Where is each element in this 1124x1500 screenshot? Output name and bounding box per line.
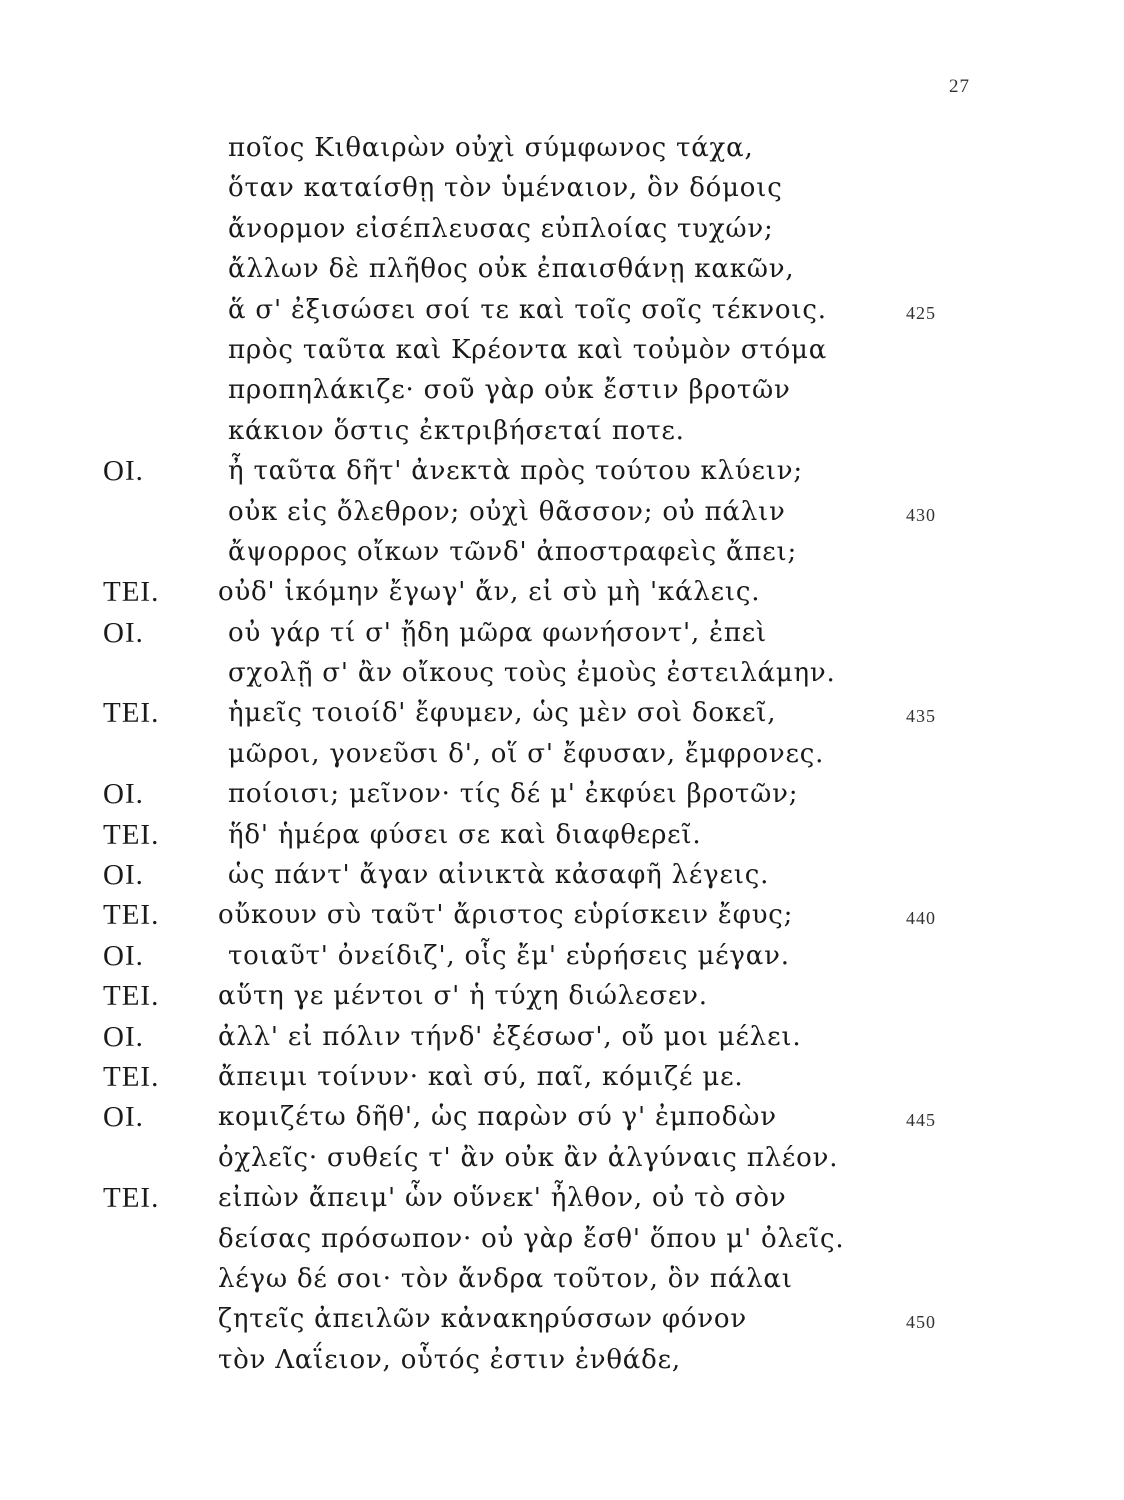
verse-line xyxy=(0,1259,1124,1299)
verse-line xyxy=(0,774,1124,814)
verse-line xyxy=(0,451,1124,491)
verse-line xyxy=(0,1219,1124,1259)
verse-line xyxy=(0,1057,1124,1097)
verse-text: πρὸς ταῦτα καὶ Κρέοντα καὶ τοὐμὸν στόμα xyxy=(228,334,828,365)
verse-text: οὐκ εἰς ὄλεθρον; οὐχὶ θᾶσσον; οὐ πάλιν xyxy=(228,496,786,527)
verse-line xyxy=(0,370,1124,410)
verse-text: ζητεῖς ἀπειλῶν κἀνακηρύσσων φόνον xyxy=(218,1304,747,1335)
verse-line xyxy=(0,249,1124,289)
speaker-label: ΟΙ. xyxy=(103,859,144,892)
verse-text: οὐδ' ἱκόμην ἔγωγ' ἄν, εἰ σὺ μὴ 'κάλεις. xyxy=(218,577,761,608)
verse-line xyxy=(0,209,1124,249)
verse-text: ποίοισι; μεῖνον· τίς δέ μ' ἐκφύει βροτῶν; xyxy=(228,779,799,810)
verse-line xyxy=(0,653,1124,693)
verse-text: ἀλλ' εἰ πόλιν τήνδ' ἐξέσωσ', οὔ μοι μέλει. xyxy=(218,1021,802,1052)
verse-text: οὔκουν σὺ ταῦτ' ἄριστος εὑρίσκειν ἔφυς; xyxy=(218,900,794,931)
verse-text: ἦ ταῦτα δῆτ' ἀνεκτὰ πρὸς τούτου κλύειν; xyxy=(228,456,803,487)
verse-line xyxy=(0,168,1124,208)
speaker-label: ΟΙ. xyxy=(103,1020,144,1053)
verse-text: ἄλλων δὲ πλῆθος οὐκ ἐπαισθάνῃ κακῶν, xyxy=(228,254,795,285)
speaker-label: ΟΙ. xyxy=(103,939,144,972)
verse-line xyxy=(0,976,1124,1016)
speaker-label: ΤΕΙ. xyxy=(103,818,160,851)
verse-text: προπηλάκιζε· σοῦ γὰρ οὐκ ἔστιν βροτῶν xyxy=(228,375,791,406)
verse-text: κομιζέτω δῆθ', ὡς παρὼν σύ γ' ἐμποδὼν xyxy=(218,1102,777,1133)
verse-line xyxy=(0,532,1124,572)
speaker-label: ΤΕΙ. xyxy=(103,1182,160,1215)
verse-text: εἰπὼν ἄπειμ' ὧν οὕνεκ' ἦλθον, οὐ τὸ σὸν xyxy=(218,1183,787,1214)
verse-line xyxy=(0,855,1124,895)
line-number: 445 xyxy=(906,1110,936,1131)
verse-text: ὅταν καταίσθῃ τὸν ὑμέναιον, ὃν δόμοις xyxy=(228,173,783,204)
line-number: 430 xyxy=(906,504,936,525)
verse-line xyxy=(0,815,1124,855)
speaker-label: ΤΕΙ. xyxy=(103,576,160,609)
verse-block xyxy=(0,128,1124,1380)
speaker-label: ΟΙ. xyxy=(103,616,144,649)
verse-text: αὕτη γε μέντοι σ' ἡ τύχη διώλεσεν. xyxy=(218,981,708,1012)
speaker-label: ΟΙ. xyxy=(103,455,144,488)
verse-line xyxy=(0,330,1124,370)
speaker-label: ΤΕΙ. xyxy=(103,1060,160,1093)
speaker-label: ΟΙ. xyxy=(103,1101,144,1134)
verse-line xyxy=(0,1138,1124,1178)
verse-text: ἄπειμι τοίνυν· καὶ σύ, παῖ, κόμιζέ με. xyxy=(218,1061,744,1092)
line-number: 440 xyxy=(906,908,936,929)
verse-line xyxy=(0,1097,1124,1137)
verse-text: ἅ σ' ἐξισώσει σοί τε καὶ τοῖς σοῖς τέκνοις. xyxy=(228,294,827,325)
verse-text: δείσας πρόσωπον· οὐ γὰρ ἔσθ' ὅπου μ' ὀλεῖς. xyxy=(218,1223,845,1254)
verse-text: ὡς πάντ' ἄγαν αἰνικτὰ κἀσαφῆ λέγεις. xyxy=(228,860,770,891)
line-number: 425 xyxy=(906,302,936,323)
verse-line xyxy=(0,572,1124,612)
verse-line xyxy=(0,1017,1124,1057)
verse-text: σχολῇ σ' ἂν οἴκους τοὺς ἐμοὺς ἐστειλάμην. xyxy=(228,658,836,689)
verse-text: ὀχλεῖς· συθείς τ' ἂν οὐκ ἂν ἀλγύναις πλέον. xyxy=(218,1142,839,1173)
verse-line xyxy=(0,734,1124,774)
verse-line xyxy=(0,936,1124,976)
line-number: 435 xyxy=(906,706,936,727)
verse-text: ἥδ' ἡμέρα φύσει σε καὶ διαφθερεῖ. xyxy=(228,819,702,850)
verse-text: τοιαῦτ' ὀνείδιζ', οἷς ἔμ' εὑρήσεις μέγαν. xyxy=(228,940,790,971)
verse-text: ἄψορρος οἴκων τῶνδ' ἀποστραφεὶς ἄπει; xyxy=(228,536,798,567)
verse-text: κάκιον ὅστις ἐκτριβήσεταί ποτε. xyxy=(228,415,685,446)
verse-text: ἄνορμον εἰσέπλευσας εὐπλοίας τυχών; xyxy=(228,213,774,244)
verse-line xyxy=(0,895,1124,935)
verse-line xyxy=(0,1178,1124,1218)
speaker-label: ΤΕΙ. xyxy=(103,980,160,1013)
line-number: 450 xyxy=(906,1312,936,1333)
verse-text: μῶροι, γονεῦσι δ', οἵ σ' ἔφυσαν, ἔμφρονες. xyxy=(228,738,825,769)
verse-line xyxy=(0,1299,1124,1339)
speaker-label: ΟΙ. xyxy=(103,778,144,811)
verse-line xyxy=(0,128,1124,168)
speaker-label: ΤΕΙ. xyxy=(103,899,160,932)
verse-line xyxy=(0,492,1124,532)
verse-line xyxy=(0,1340,1124,1380)
verse-text: τὸν Λαΐειον, οὗτός ἐστιν ἐνθάδε, xyxy=(218,1344,681,1375)
verse-line xyxy=(0,411,1124,451)
verse-text: ποῖος Κιθαιρὼν οὐχὶ σύμφωνος τάχα, xyxy=(228,133,754,163)
verse-text: ἡμεῖς τοιοίδ' ἔφυμεν, ὡς μὲν σοὶ δοκεῖ, xyxy=(228,698,777,729)
page-number: 27 xyxy=(949,76,970,97)
verse-text: οὐ γάρ τί σ' ᾔδη μῶρα φωνήσοντ', ἐπεὶ xyxy=(228,617,768,648)
verse-line xyxy=(0,693,1124,733)
verse-line xyxy=(0,613,1124,653)
verse-text: λέγω δέ σοι· τὸν ἄνδρα τοῦτον, ὃν πάλαι xyxy=(218,1263,793,1294)
verse-line xyxy=(0,290,1124,330)
speaker-label: ΤΕΙ. xyxy=(103,697,160,730)
